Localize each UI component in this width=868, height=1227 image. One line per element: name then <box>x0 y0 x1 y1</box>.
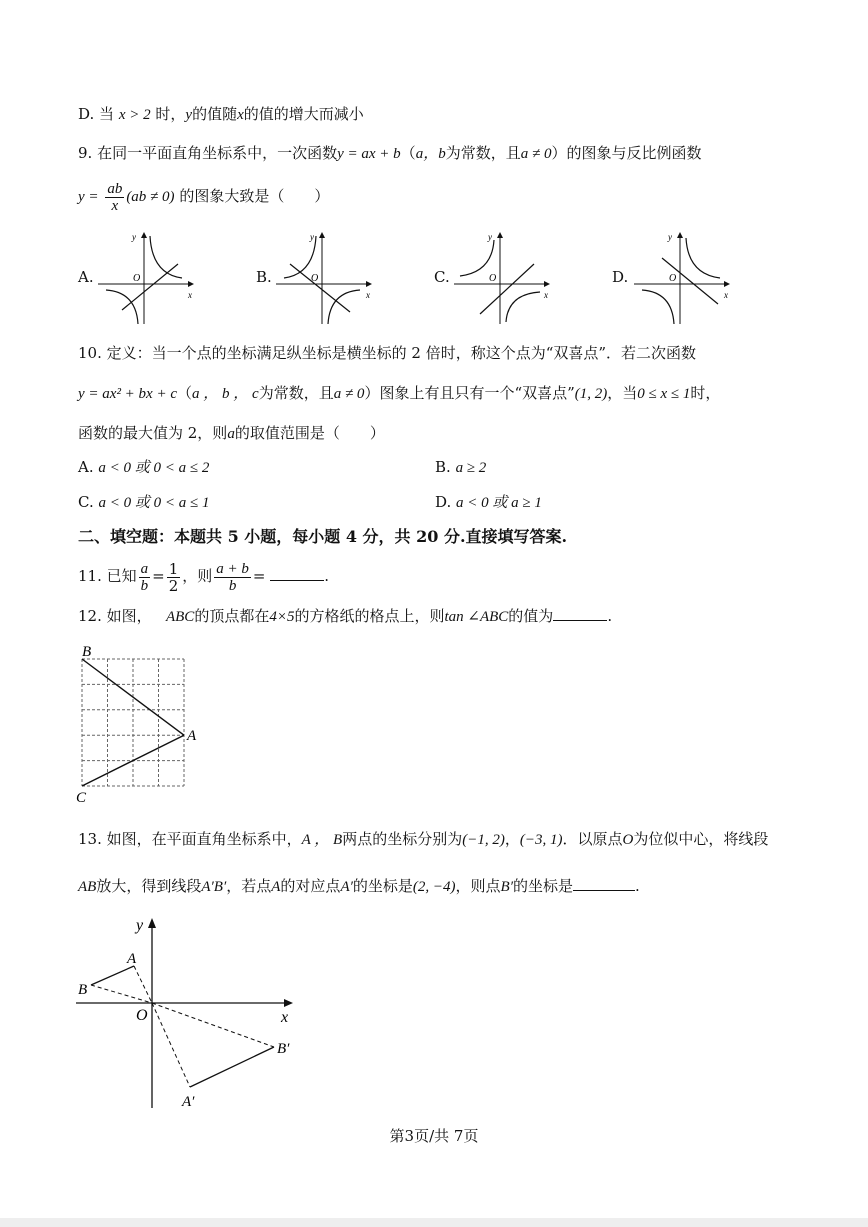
section-title: 二、填空题：本题共 5 小题，每小题 4 分，共 20 分.直接填写答案. <box>78 527 568 546</box>
q11-fraction-a-over-b: $\frac{a}{b}$ <box>140 560 149 594</box>
q9-graph-a <box>96 228 196 328</box>
q9a-x-label: x <box>188 290 192 300</box>
q9c-x-label: x <box>544 290 548 300</box>
q12-grid-figure <box>72 640 212 808</box>
q10-option-c: C. a < 0 或 0 < a ≤ 1 <box>78 493 210 511</box>
q13-coordinate-figure <box>70 910 310 1115</box>
q9a-hyperbola-branch-1 <box>150 236 182 278</box>
q10-option-b: B. a ≥ 2 <box>435 458 487 476</box>
q13-stem-line2: AB放大，得到线段A′B′，若点A的对应点A′的坐标是(2, −4)，则点B′的坐标是 . <box>78 877 640 895</box>
q9-stem-line1: 9. 在同一平面直角坐标系中，一次函数y = ax + b（a，b为常数，且a ≠ 0）的图象与反比例函数 <box>78 144 702 162</box>
q13-ray-ob2 <box>152 1003 274 1047</box>
q13-label-o: O <box>136 1007 148 1024</box>
q13-label-x: x <box>281 1009 289 1026</box>
q9-graph-c <box>452 228 552 328</box>
q12-label-c: C <box>76 790 87 806</box>
q11-answer-blank[interactable] <box>270 566 324 581</box>
q9a-line <box>122 264 178 310</box>
q9c-hyperbola-branch-1 <box>460 240 494 276</box>
q9b-line <box>290 264 350 312</box>
q10-option-a: A. a < 0 或 0 < a ≤ 2 <box>78 458 210 476</box>
q9-option-b-label: B. <box>256 268 272 286</box>
q9d-hyperbola-branch-2 <box>642 290 674 324</box>
q8-option-d: D. 当 x > 2 时，y的值随x的值的增大而减小 <box>78 105 364 123</box>
q13-label-a-prime: A′ <box>182 1094 195 1110</box>
q9d-y-label: y <box>668 232 672 242</box>
q10-stem-line2: y = ax² + bx + c（a ， b ， c为常数，且a ≠ 0）图象上有且只有一个“双喜点”(1, 2)，当0 ≤ x ≤ 1时， <box>78 384 721 402</box>
q9b-origin-label: O <box>311 273 319 284</box>
q9a-hyperbola-branch-2 <box>106 290 138 324</box>
q13-ray-oa2 <box>152 1003 190 1087</box>
q9-graph-d <box>632 228 732 328</box>
q13-answer-blank[interactable] <box>573 876 635 891</box>
bottom-edge-bar <box>0 1218 868 1227</box>
q13-label-y: y <box>136 917 144 934</box>
q9d-origin-label: O <box>669 273 677 284</box>
q10-option-d: D. a < 0 或 a ≥ 1 <box>435 493 542 511</box>
q13-label-a: A <box>127 951 137 967</box>
q9b-y-label: y <box>310 232 314 242</box>
q12-stem: 12. 如图， ABC的顶点都在4×5的方格纸的格点上，则tan ∠ABC的值为 . <box>78 607 613 625</box>
q9-option-a-label: A. <box>78 268 94 286</box>
q9d-x-label: x <box>724 290 728 300</box>
q13-ray-oa <box>134 966 152 1003</box>
q9d-hyperbola-branch-1 <box>686 238 720 278</box>
q13-segment-ab <box>91 966 134 985</box>
q10-stem-line1: 10. 定义：当一个点的坐标满足纵坐标是横坐标的 2 倍时，称这个点为“双喜点”．若二次函数 <box>78 344 697 362</box>
q9-stem-line2: y = $\frac{ab}{x}$ (ab ≠ 0) 的图象大致是（ ） <box>78 180 330 214</box>
q13-ray-ob <box>91 985 152 1003</box>
q10-stem-line3: 函数的最大值为 2，则a的取值范围是（ ） <box>78 424 385 442</box>
q12-answer-blank[interactable] <box>553 606 607 621</box>
q13-label-b: B <box>78 982 88 998</box>
q9-option-d-label: D. <box>612 268 629 286</box>
q11: 11. 已知 $\frac{a}{b}$ = $\frac{1}{2}$ ，则 $\frac{a + b}{b}$ = . <box>78 559 330 595</box>
q9c-line <box>480 264 534 314</box>
q9-option-c-label: C. <box>434 268 450 286</box>
q13-label-b-prime: B′ <box>277 1041 290 1057</box>
q9-graph-b <box>274 228 374 328</box>
q13-segment-a2b2 <box>190 1047 274 1087</box>
q11-fraction-half: $\frac{1}{2}$ <box>168 559 179 595</box>
q9-fraction: $\frac{ab}{x}$ <box>107 180 123 214</box>
q12-grid-lines <box>82 659 184 786</box>
q9c-hyperbola-branch-2 <box>506 292 540 322</box>
q9b-x-label: x <box>366 290 370 300</box>
q9c-origin-label: O <box>489 273 497 284</box>
q9a-y-label: y <box>132 232 136 242</box>
q12-label-a: A <box>187 728 197 744</box>
q11-fraction-sum: $\frac{a + b}{b}$ <box>216 560 249 594</box>
q13-stem-line1: 13. 如图，在平面直角坐标系中，A ， B两点的坐标分别为(−1, 2)，(−3, 1)．以原点O为位似中心，将线段 <box>78 830 769 848</box>
q9a-origin-label: O <box>133 273 141 284</box>
page-footer: 第3页/共 7页 <box>389 1127 479 1145</box>
q9c-y-label: y <box>488 232 492 242</box>
q12-label-b: B <box>82 644 92 660</box>
